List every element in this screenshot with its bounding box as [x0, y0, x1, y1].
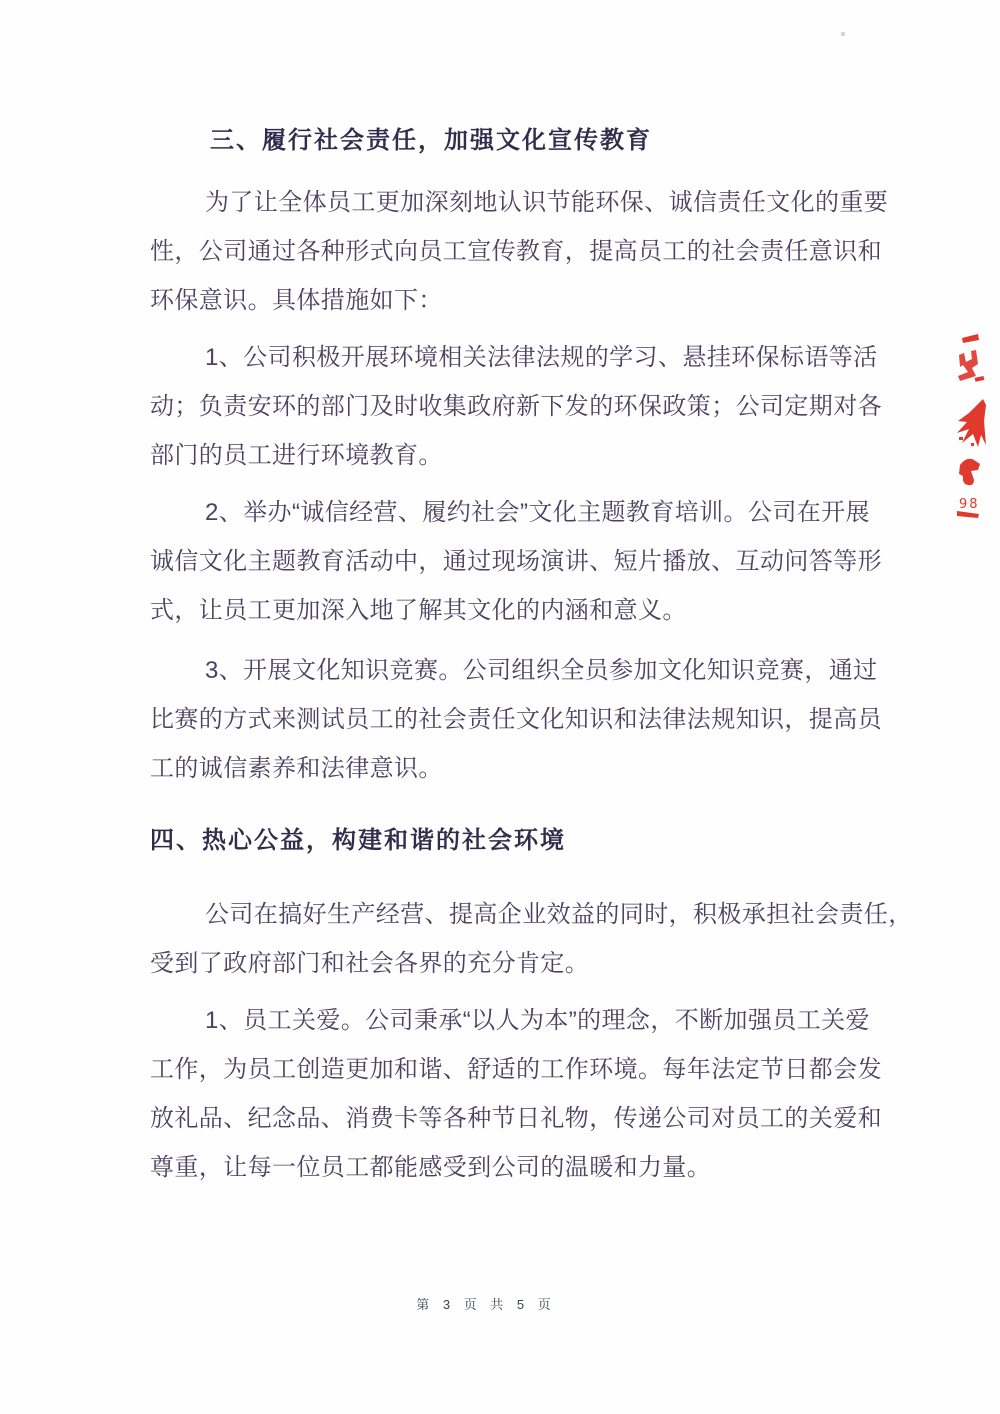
- paragraph-line: 尊重，让每一位员工都能感受到公司的温暖和力量。: [150, 1154, 712, 1181]
- paragraph-line: 1、员工关爱。公司秉承“以人为本”的理念，不断加强员工关爱: [205, 1007, 870, 1034]
- stamp-number: 98: [959, 497, 980, 512]
- seal-character-fragment-icon: [975, 376, 985, 382]
- paragraph-line: 2、举办“诚信经营、履约社会”文化主题教育培训。公司在开展: [205, 499, 870, 526]
- seal-character-fragment-icon: [958, 350, 978, 381]
- paragraph-line: 公司在搞好生产经营、提高企业效益的同时，积极承担社会责任，: [205, 901, 913, 928]
- red-seal-fragment: [945, 325, 1000, 525]
- paragraph-line: 动；负责安环的部门及时收集政府新下发的环保政策；公司定期对各: [150, 393, 882, 420]
- intro-paragraph: [150, 178, 889, 325]
- seal-noise-dot: [959, 437, 963, 440]
- list-item-1: [150, 333, 886, 480]
- heading-text: 四、热心公益，构建和谐的社会环境: [150, 827, 566, 854]
- scan-speck: [841, 32, 845, 36]
- paragraph-line: 3、开展文化知识竞赛。公司组织全员参加文化知识竞赛，通过: [205, 657, 878, 684]
- list-item-3: [150, 646, 886, 793]
- paragraph-line: 比赛的方式来测试员工的社会责任文化知识和法律法规知识，提高员: [150, 706, 882, 733]
- document-body: [150, 116, 913, 1192]
- paragraph-line: 部门的员工进行环境教育。: [150, 442, 443, 469]
- paragraph-line: 环保意识。具体措施如下：: [150, 287, 443, 314]
- paragraph-line: 式，让员工更加深入地了解其文化的内涵和意义。: [150, 597, 687, 624]
- paragraph-line: 1、公司积极开展环境相关法律法规的学习、悬挂环保标语等活: [205, 344, 878, 371]
- seal-bar-bottom-icon: [957, 511, 979, 518]
- section4-list-item-1: [150, 996, 886, 1192]
- paragraph-line: 受到了政府部门和社会各界的充分肯定。: [150, 950, 590, 977]
- seal-blob-fragment-icon: [959, 459, 980, 485]
- page-footer: 第 3 页 共 5 页: [416, 1297, 556, 1312]
- paragraph-line: 性，公司通过各种形式向员工宣传教育，提高员工的社会责任意识和: [150, 238, 882, 265]
- list-item-2: [150, 488, 886, 635]
- section-heading-4: [150, 816, 886, 865]
- heading-text: 三、履行社会责任，加强文化宣传教育: [210, 127, 652, 154]
- paragraph-line: 为了让全体员工更加深刻地认识节能环保、诚信责任文化的重要: [205, 189, 889, 216]
- paragraph-line: 放礼品、纪念品、消费卡等各种节日礼物，传递公司对员工的关爱和: [150, 1105, 882, 1132]
- paragraph-line: 工的诚信素养和法律意识。: [150, 755, 443, 782]
- section4-intro-paragraph: [150, 890, 913, 988]
- paragraph-line: 工作，为员工创造更加和谐、舒适的工作环境。每年法定节日都会发: [150, 1056, 882, 1083]
- paragraph-line: 诚信文化主题教育活动中，通过现场演讲、短片播放、互动问答等形: [150, 548, 882, 575]
- seal-noise-dot: [971, 443, 974, 446]
- section-heading-3: [150, 116, 886, 165]
- seal-bar-top-icon: [962, 334, 979, 343]
